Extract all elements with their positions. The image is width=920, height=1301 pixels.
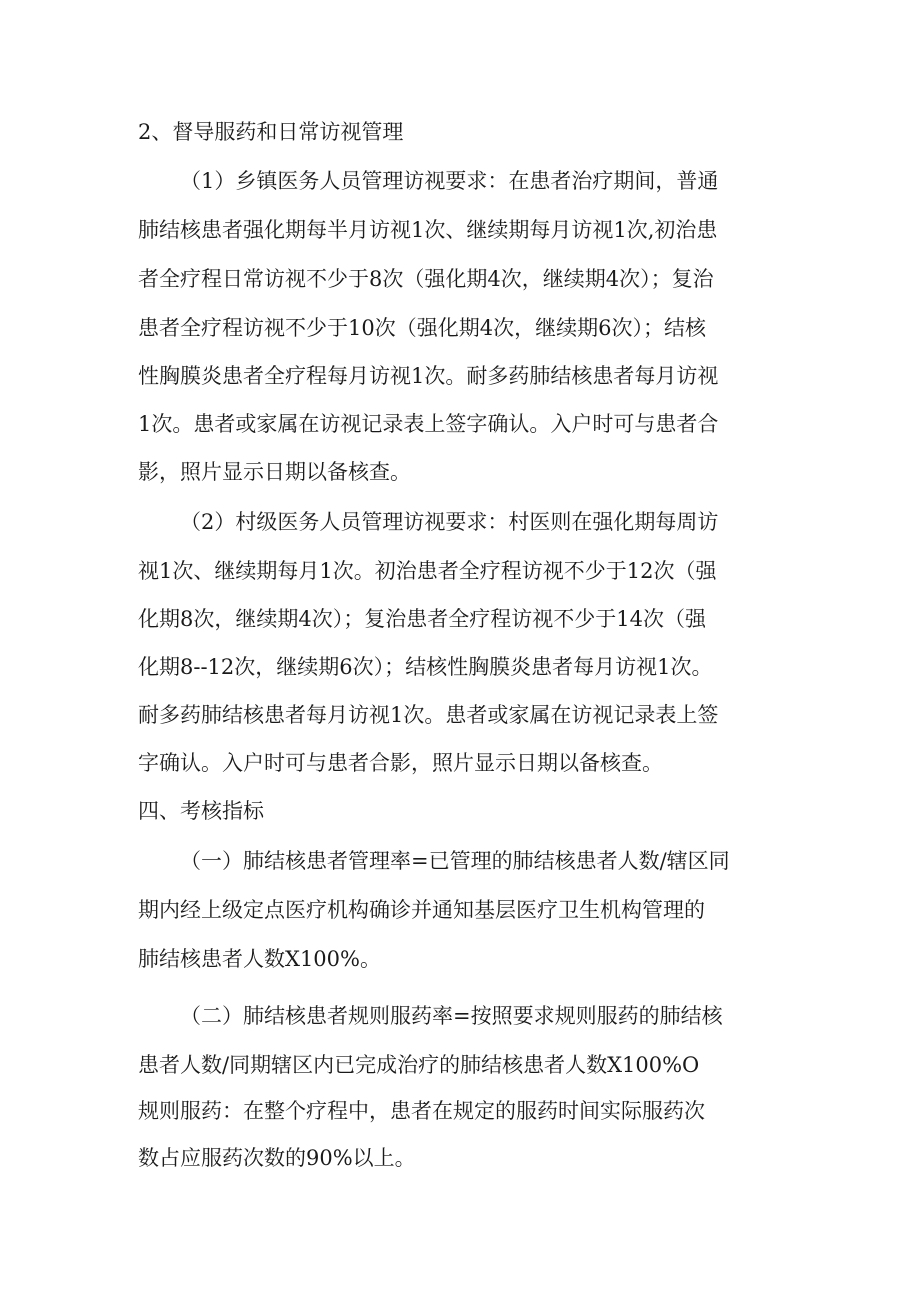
paragraph-line: 化期8--12次，继续期6次）；结核性胸膜炎患者每月访视1次。: [138, 655, 713, 679]
paragraph-line: 耐多药肺结核患者每月访视1次。患者或家属在访视记录表上签: [138, 703, 719, 727]
paragraph-line: 影，照片显示日期以备核查。: [138, 460, 411, 484]
section-heading: 四、考核指标: [138, 799, 264, 823]
paragraph-line: 肺结核患者人数X100%。: [138, 947, 381, 971]
paragraph-line: （1）乡镇医务人员管理访视要求：在患者治疗期间，普通: [180, 169, 719, 193]
paragraph-line: 性胸膜炎患者全疗程每月访视1次。耐多药肺结核患者每月访视: [138, 364, 719, 388]
paragraph-line: 字确认。入户时可与患者合影，照片显示日期以备核查。: [138, 751, 663, 775]
paragraph-line: 化期8次，继续期4次）；复治患者全疗程访视不少于14次（强: [138, 607, 706, 631]
paragraph-line: 肺结核患者强化期每半月访视1次、继续期每月访视1次,初治患: [138, 218, 718, 242]
paragraph-line: 患者全疗程访视不少于10次（强化期4次，继续期6次）；结核: [138, 316, 706, 340]
paragraph-line: 者全疗程日常访视不少于8次（强化期4次，继续期4次）；复治: [138, 267, 714, 291]
paragraph-line: 患者人数/同期辖区内已完成治疗的肺结核患者人数X100%O: [138, 1053, 700, 1077]
paragraph-line: 视1次、继续期每月1次。初治患者全疗程访视不少于12次（强: [138, 559, 717, 583]
paragraph-line: 规则服药：在整个疗程中，患者在规定的服药时间实际服药次: [138, 1099, 705, 1123]
paragraph-line: （二）肺结核患者规则服药率=按照要求规则服药的肺结核: [180, 1004, 723, 1028]
paragraph-line: 1次。患者或家属在访视记录表上签字确认。入户时可与患者合: [138, 412, 719, 436]
paragraph-line: （2）村级医务人员管理访视要求：村医则在强化期每周访: [180, 510, 719, 534]
section-heading: 2、督导服药和日常访视管理: [138, 120, 404, 144]
paragraph-line: 期内经上级定点医疗机构确诊并通知基层医疗卫生机构管理的: [138, 898, 705, 922]
paragraph-line: 数占应服药次数的90%以上。: [138, 1146, 416, 1170]
paragraph-line: （一）肺结核患者管理率=已管理的肺结核患者人数/辖区同: [180, 849, 730, 873]
